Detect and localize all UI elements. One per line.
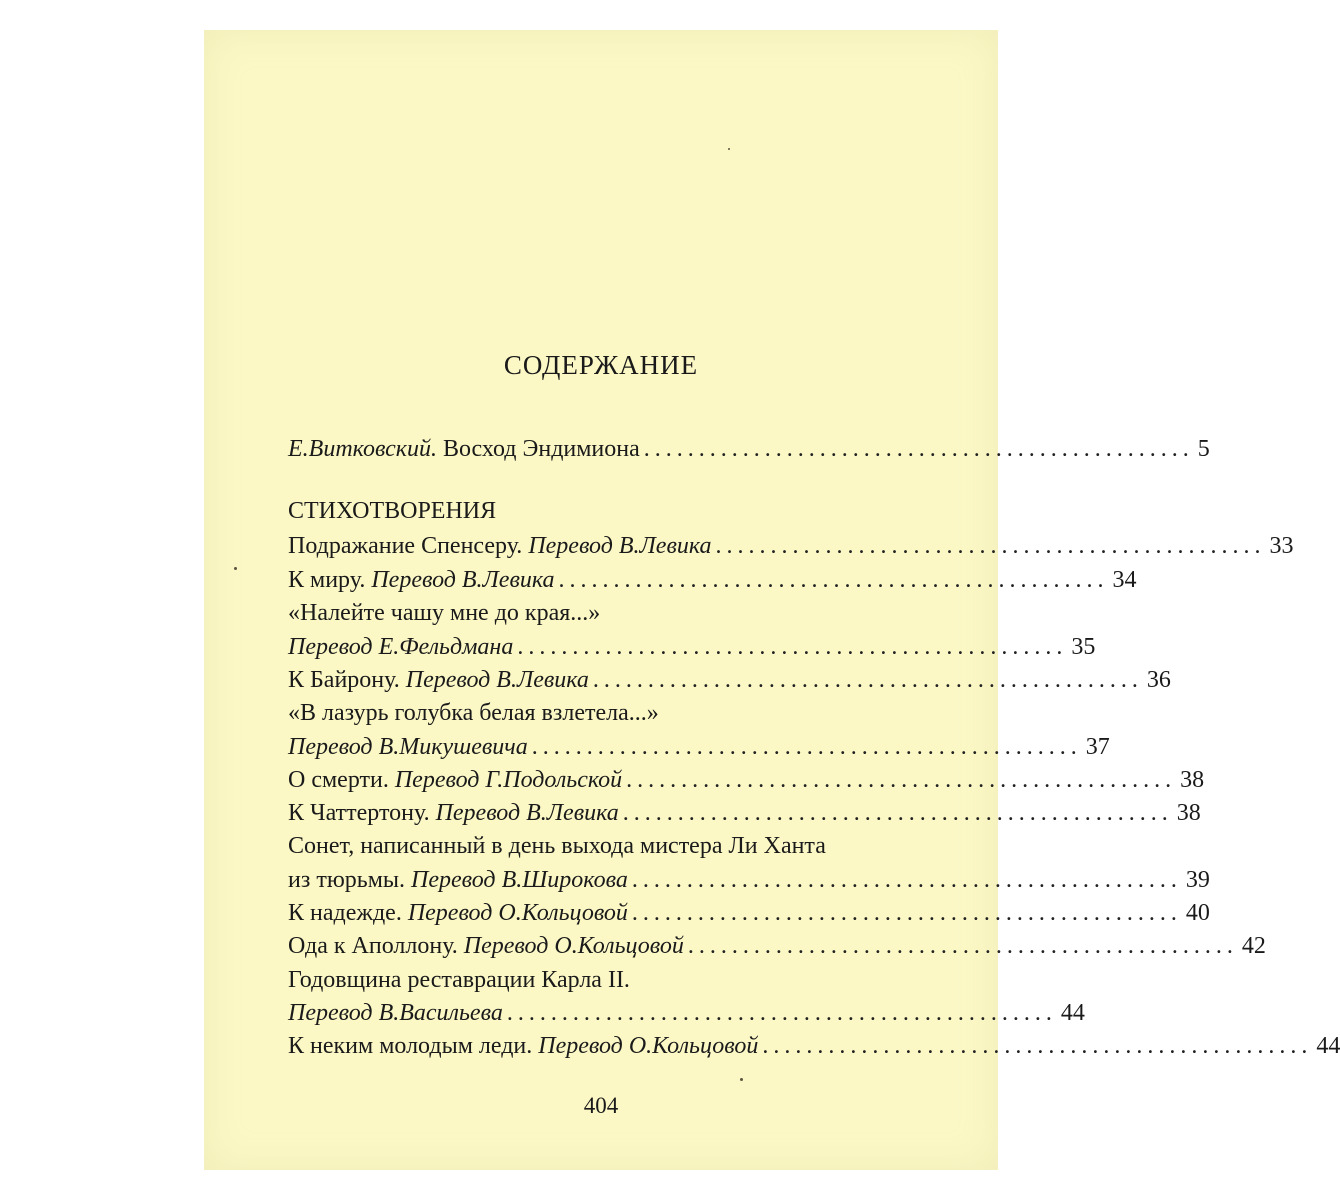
toc-entry xyxy=(288,798,1201,828)
translator: Перевод О.Кольцовой xyxy=(407,900,628,926)
paper-speck xyxy=(234,567,237,570)
translator: Перевод В.Васильева xyxy=(288,1000,503,1026)
poem-title: К Байрону. xyxy=(288,667,406,693)
paper-speck xyxy=(740,1078,743,1081)
toc-entry-title-line xyxy=(288,965,900,995)
poem-title: К неким молодым леди. xyxy=(288,1033,539,1059)
toc-entry xyxy=(288,665,1171,695)
paper-speck xyxy=(728,148,730,150)
page-number: 38 xyxy=(1180,767,1205,793)
toc-entry xyxy=(288,732,1110,762)
dot-leader: .................................................. xyxy=(715,533,1266,559)
page-footer-number: 404 xyxy=(583,1093,619,1118)
toc-entry xyxy=(288,632,1096,662)
poem-title: К Чаттертону. xyxy=(288,800,436,826)
section-heading xyxy=(288,496,900,526)
dot-leader: .................................................. xyxy=(531,734,1082,760)
poem-title: «В лазурь голубка белая взлетела...» xyxy=(288,700,659,726)
toc-entry-title-line xyxy=(288,831,900,861)
page-number: 40 xyxy=(1185,900,1210,926)
page-number: 35 xyxy=(1071,634,1096,660)
dot-leader: .................................................. xyxy=(506,1000,1057,1026)
dot-leader: .................................................. xyxy=(631,867,1182,893)
translator: Перевод В.Микушевича xyxy=(288,734,528,760)
toc-entry xyxy=(288,765,1205,795)
dot-leader: .................................................. xyxy=(643,436,1194,462)
page-number: 37 xyxy=(1085,734,1110,760)
dot-leader: .................................................. xyxy=(558,567,1109,593)
poem-title: Подражание Спенсеру. xyxy=(288,533,529,559)
translator: Перевод В.Левика xyxy=(435,800,619,826)
page-number: 38 xyxy=(1176,800,1201,826)
translator: Перевод В.Левика xyxy=(405,667,589,693)
page-title: СОДЕРЖАНИЕ xyxy=(503,350,699,380)
toc-entry xyxy=(288,898,1210,928)
dot-leader: .................................................. xyxy=(592,667,1143,693)
dot-leader: .................................................. xyxy=(622,800,1173,826)
intro-title: Восход Эндимиона xyxy=(436,436,640,462)
dot-leader: .................................................. xyxy=(762,1033,1313,1059)
translator: Перевод О.Кольцовой xyxy=(538,1033,759,1059)
dot-leader: .................................................. xyxy=(626,767,1177,793)
poem-title-continued: из тюрьмы. xyxy=(288,867,411,893)
page-number: 36 xyxy=(1146,667,1171,693)
toc-entry xyxy=(288,531,1294,561)
translator: Перевод В.Левика xyxy=(528,533,712,559)
toc-entry-intro xyxy=(288,434,1210,464)
toc-entry xyxy=(288,1031,1340,1061)
poem-title: К миру. xyxy=(288,567,372,593)
page-number: 34 xyxy=(1112,567,1137,593)
toc-entry xyxy=(288,865,1210,895)
page-number: 39 xyxy=(1185,867,1210,893)
poem-title: К надежде. xyxy=(288,900,408,926)
translator: Перевод Е.Фельдмана xyxy=(288,634,514,660)
poem-title: О смерти. xyxy=(288,767,395,793)
dot-leader: .................................................. xyxy=(631,900,1182,926)
intro-author: Е.Витковский. xyxy=(288,436,437,462)
page-number: 44 xyxy=(1316,1033,1340,1059)
page-number-intro: 5 xyxy=(1197,436,1210,462)
toc-entry-title-line xyxy=(288,698,900,728)
translator: Перевод В.Широкова xyxy=(411,867,628,893)
page-number: 33 xyxy=(1269,533,1294,559)
dot-leader: .................................................. xyxy=(517,634,1068,660)
page-number: 42 xyxy=(1241,933,1266,959)
poem-title: «Налейте чашу мне до края...» xyxy=(288,600,601,626)
section-title: СТИХОТВОРЕНИЯ xyxy=(288,498,497,524)
poem-title: Ода к Аполлону. xyxy=(288,933,464,959)
toc-entry xyxy=(288,998,1085,1028)
dot-leader: .................................................. xyxy=(687,933,1238,959)
toc-entry xyxy=(288,931,1266,961)
translator: Перевод О.Кольцовой xyxy=(463,933,684,959)
poem-title: Годовщина реставрации Карла II. xyxy=(288,967,630,993)
translator: Перевод В.Левика xyxy=(371,567,555,593)
toc-entry-title-line xyxy=(288,598,900,628)
toc-entry xyxy=(288,565,1137,595)
poem-title: Сонет, написанный в день выхода мистера Ли Ханта xyxy=(288,833,826,859)
translator: Перевод Г.Подольской xyxy=(394,767,623,793)
page-number: 44 xyxy=(1060,1000,1085,1026)
book-page xyxy=(204,30,1340,1170)
